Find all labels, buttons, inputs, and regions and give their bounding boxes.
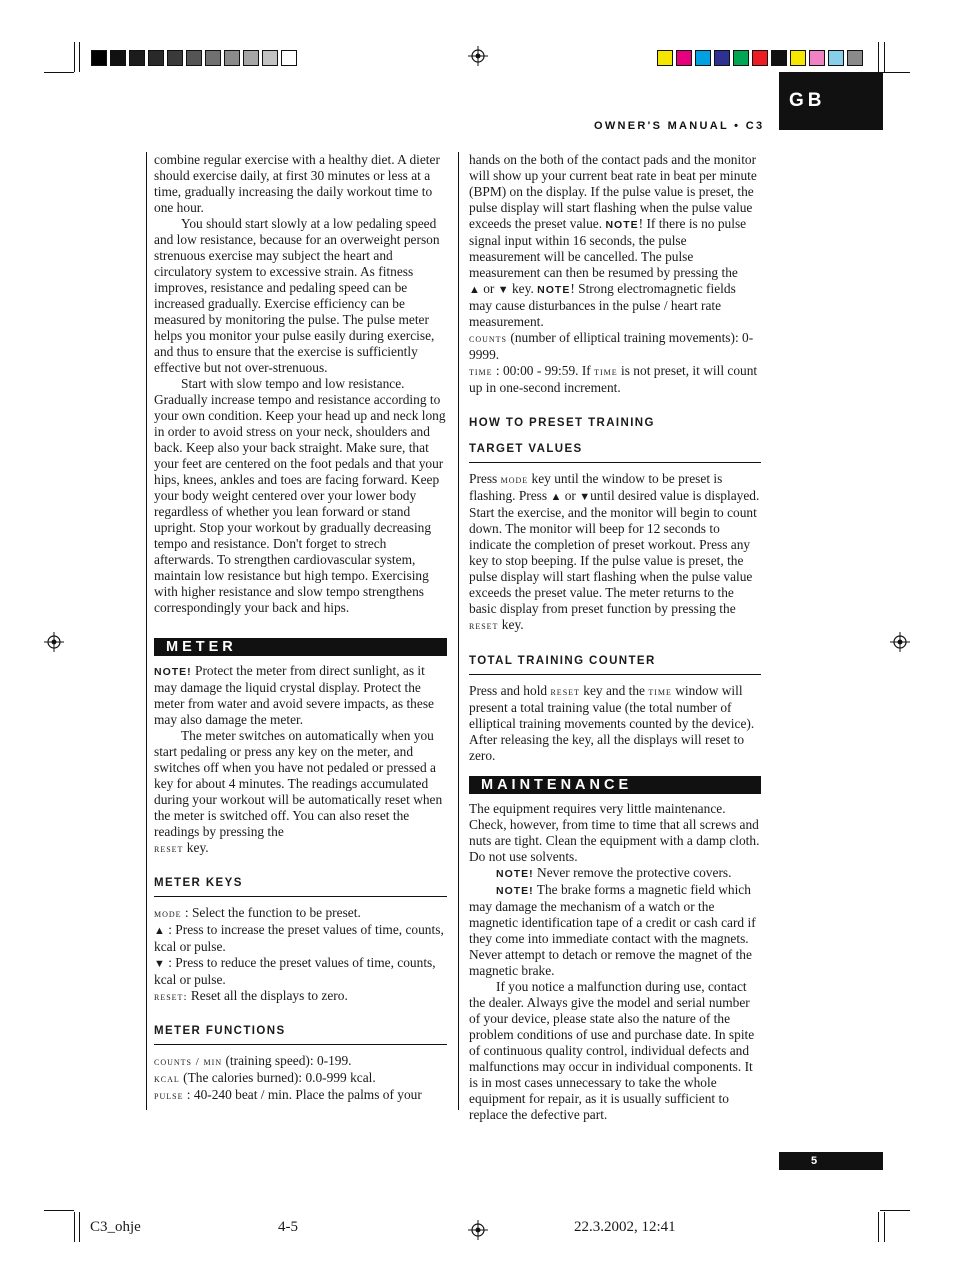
paragraph-text: key. bbox=[183, 840, 209, 855]
note-text: Never remove the protective covers. bbox=[533, 865, 732, 880]
body-paragraph bbox=[154, 728, 447, 857]
paragraph-text: key. bbox=[498, 617, 524, 632]
color-swatch bbox=[714, 50, 730, 66]
key-text: Reset all the displays to zero. bbox=[187, 988, 348, 1003]
right-column bbox=[469, 152, 761, 1123]
function-text: (The calories burned): 0.0-999 kcal. bbox=[179, 1070, 376, 1085]
up-arrow-icon: ▲ bbox=[550, 491, 562, 503]
note-text: Protect the meter from direct sunlight, as it may damage the liquid crystal display. Protect the meter from water and avoid severe impacts, as these may also damage the meter. bbox=[154, 663, 434, 727]
mode-key-label: mode bbox=[154, 908, 182, 920]
paragraph-text: key until the window to be preset is flashing. Press bbox=[469, 471, 723, 503]
color-swatch bbox=[281, 50, 297, 66]
function-description bbox=[154, 1053, 447, 1070]
key-description bbox=[154, 955, 447, 988]
key-description bbox=[154, 905, 447, 922]
color-swatch bbox=[809, 50, 825, 66]
color-swatch bbox=[262, 50, 278, 66]
color-swatch bbox=[148, 50, 164, 66]
reset-key-label: reset: bbox=[154, 991, 188, 1003]
paragraph-text: The meter switches on automatically when you start pedaling or press any key on the meter, and switches off when you have not pedaled or pressed a key for about 4 minutes. The readings accumulated during your workout will be automatically reset when the meter is switched off. You can also reset the readings by pressing the bbox=[154, 728, 443, 839]
counts-min-label: counts / min bbox=[154, 1056, 223, 1068]
total-training-counter-heading: TOTAL TRAINING COUNTER bbox=[469, 653, 761, 675]
color-swatch bbox=[205, 50, 221, 66]
crop-mark bbox=[884, 1212, 885, 1242]
maintenance-section-heading: MAINTENANCE bbox=[469, 776, 761, 794]
slug-filename: C3_ohje bbox=[90, 1219, 141, 1235]
registration-mark-icon bbox=[468, 1220, 488, 1240]
left-column bbox=[154, 152, 447, 1104]
color-swatch bbox=[657, 50, 673, 66]
preset-paragraph bbox=[469, 471, 761, 634]
color-swatch bbox=[186, 50, 202, 66]
preset-heading-line-2: TARGET VALUES bbox=[469, 441, 761, 463]
note-label: NOTE! bbox=[496, 885, 534, 897]
registration-mark-icon bbox=[890, 632, 910, 652]
paragraph-text: Press and hold bbox=[469, 683, 551, 698]
maintenance-note bbox=[469, 865, 761, 882]
color-swatch bbox=[771, 50, 787, 66]
meter-section-heading: METER bbox=[154, 638, 447, 656]
function-description bbox=[154, 1087, 447, 1104]
body-paragraph: If you notice a malfunction during use, contact the dealer. Always give the model and serial number of your device, please state also the nature of the problem conditions of use and purchase date. In spite of continuous quality control, individual defects and malfunctions may occur in individual components. It is in most cases unnecessary to take the whole equipment for repair, as it is usually sufficient to replace the defective part. bbox=[469, 979, 755, 1122]
language-tab bbox=[779, 72, 883, 130]
paragraph-text: or bbox=[479, 281, 498, 296]
color-swatch bbox=[733, 50, 749, 66]
crop-mark bbox=[44, 72, 74, 73]
crop-mark bbox=[880, 72, 910, 73]
maintenance-note bbox=[469, 882, 761, 979]
column-rule bbox=[146, 152, 147, 1110]
color-swatch bbox=[790, 50, 806, 66]
function-description bbox=[154, 1070, 447, 1087]
down-arrow-icon: ▼ bbox=[497, 284, 509, 296]
mode-key-label: mode bbox=[500, 474, 529, 486]
kcal-label: kcal bbox=[154, 1073, 180, 1085]
time-label: time bbox=[469, 366, 493, 378]
running-header: OWNER'S MANUAL • C3 bbox=[594, 120, 765, 132]
crop-mark bbox=[884, 42, 885, 72]
color-swatch bbox=[167, 50, 183, 66]
meter-note-paragraph bbox=[154, 663, 447, 728]
function-text: is not preset, it will count up in one-second increment. bbox=[469, 363, 758, 395]
registration-mark-icon bbox=[468, 46, 488, 66]
meter-functions-heading: METER FUNCTIONS bbox=[154, 1023, 447, 1045]
body-paragraph: You should start slowly at a low pedaling speed and low resistance, because for an overweight person strenuous exercise may subject the heart and circulatory system to excessive strain. As fitness improves, resistance and pedaling speed can be increased gradually. Exercise efficiency can be measured by monitoring the pulse. The pulse meter helps you monitor your pulse easily during exercise, and thus to ensure that the exercise is sufficiently effective but not over-strenuous. bbox=[154, 216, 440, 375]
crop-mark bbox=[44, 1210, 74, 1211]
crop-mark bbox=[880, 1210, 910, 1211]
function-description bbox=[469, 330, 761, 363]
key-description bbox=[154, 988, 447, 1005]
note-label: NOTE! bbox=[496, 868, 534, 880]
meter-keys-heading: METER KEYS bbox=[154, 875, 447, 897]
up-arrow-icon: ▲ bbox=[469, 284, 480, 296]
note-label: NOTE bbox=[537, 284, 571, 296]
crop-mark bbox=[79, 42, 80, 72]
paragraph-text: until desired value is displayed. Start the exercise, and the monitor will begin to count down. The monitor will beep for 12 seconds to indicate the completion of preset workout. Press any key to stop beeping. If the pulse value is preset, the pulse display will start flashing when the pulse value exceeds the preset value. The meter returns to the basic display from preset function by pressing the bbox=[469, 488, 760, 616]
color-swatch bbox=[243, 50, 259, 66]
function-text: : 40-240 beat / min. Place the palms of your bbox=[183, 1087, 422, 1102]
crop-mark bbox=[878, 42, 879, 72]
note-text: The brake forms a magnetic field which may damage the mechanism of a watch or the magnetic identification tape of a credit or cash card if they come into immediate contact with the magnets. Never attempt to detach or remove the magnet of the magnetic brake. bbox=[469, 882, 756, 978]
function-text: (training speed): 0-199. bbox=[222, 1053, 352, 1068]
registration-mark-icon bbox=[44, 632, 64, 652]
function-text: (number of elliptical training movements): 0-9999. bbox=[469, 330, 754, 362]
paragraph-text: key and the bbox=[579, 683, 649, 698]
key-description bbox=[154, 922, 447, 955]
pulse-label: pulse bbox=[154, 1090, 184, 1102]
color-swatch bbox=[129, 50, 145, 66]
language-tab-label: GB bbox=[789, 90, 826, 111]
paragraph-text: Press bbox=[469, 471, 501, 486]
reset-key-label: reset bbox=[550, 686, 580, 698]
paragraph-text: key. bbox=[508, 281, 538, 296]
color-swatch bbox=[224, 50, 240, 66]
paragraph-text: ! If there is no pulse signal input within 16 seconds, the pulse measurement will be cancelled. The pulse measurement can then be resumed by pressing the bbox=[469, 216, 747, 280]
key-text: : Press to increase the preset values of time, counts, kcal or pulse. bbox=[154, 922, 444, 954]
note-label: NOTE! bbox=[154, 666, 192, 678]
page-number: 5 bbox=[779, 1152, 883, 1170]
down-arrow-icon: ▼ bbox=[154, 958, 165, 970]
color-swatch bbox=[847, 50, 863, 66]
key-text: : Press to reduce the preset values of time, counts, kcal or pulse. bbox=[154, 955, 436, 987]
paragraph-text: window will present a total training value (the total number of elliptical training movements counted by the device). After releasing the key, all the displays will reset to zero. bbox=[469, 683, 755, 763]
paragraph-text: hands on the both of the contact pads and the monitor will show up your current beat rate in beat per minute (BPM) on the display. If the pulse value is preset, the pulse display will start flashing when the pulse value exceeds the preset value. bbox=[469, 152, 757, 231]
reset-key-label: reset bbox=[469, 620, 499, 632]
counts-label: counts bbox=[469, 333, 508, 345]
function-description bbox=[469, 363, 761, 396]
slug-pages: 4-5 bbox=[278, 1219, 298, 1235]
body-paragraph: Start with slow tempo and low resistance. Gradually increase tempo and resistance according to your own condition. Keep your head up and neck long in order to avoid stress on your neck, shoulders and back. Keep also your back straight. Make sure, that your feet are centered on the foot pedals and that your hips, knees, ankles and toes are facing forward. Keep your body weight centered over your lower body regardless of whether you lean forward or stand upright. Stop your workout by gradually decreasing tempo and resistance. Don't forget to strech afterwards. To strengthen cardiovascular system, maintain low resistance but high tempo. Exercising with higher resistance and slow tempo strengthens correspondingly your back and hips. bbox=[154, 376, 446, 615]
color-swatch bbox=[110, 50, 126, 66]
crop-mark bbox=[79, 1212, 80, 1242]
reset-key-label: reset bbox=[154, 843, 184, 855]
pulse-continued-paragraph bbox=[469, 152, 761, 330]
paragraph-text: or bbox=[561, 488, 580, 503]
color-swatch bbox=[91, 50, 107, 66]
column-rule bbox=[458, 152, 459, 1110]
counter-paragraph bbox=[469, 683, 761, 764]
color-swatch bbox=[695, 50, 711, 66]
body-paragraph: The equipment requires very little maintenance. Check, however, from time to time that all screws and nuts are tight. Clean the equipment with a damp cloth. Do not use solvents. bbox=[469, 801, 760, 864]
function-text: : 00:00 - 99:59. If bbox=[492, 363, 595, 378]
time-label: time bbox=[594, 366, 618, 378]
crop-mark bbox=[878, 1212, 879, 1242]
color-swatch bbox=[828, 50, 844, 66]
crop-mark bbox=[74, 1212, 75, 1242]
body-paragraph: combine regular exercise with a healthy diet. A dieter should exercise daily, at first 30 minutes or less at a time, gradually increasing the daily workout time to one hour. bbox=[154, 152, 440, 215]
note-label: NOTE bbox=[605, 219, 639, 231]
color-swatch bbox=[752, 50, 768, 66]
crop-mark bbox=[74, 42, 75, 72]
color-swatch bbox=[676, 50, 692, 66]
time-label: time bbox=[648, 686, 672, 698]
down-arrow-icon: ▼ bbox=[579, 491, 591, 503]
preset-heading-line-1: HOW TO PRESET TRAINING bbox=[469, 417, 655, 429]
up-arrow-icon: ▲ bbox=[154, 925, 165, 937]
slug-date: 22.3.2002, 12:41 bbox=[574, 1219, 676, 1235]
paragraph-text: ! Strong electromagnetic fields may cause disturbances in the pulse / heart rate measurement. bbox=[469, 281, 736, 329]
key-text: : Select the function to be preset. bbox=[181, 905, 361, 920]
